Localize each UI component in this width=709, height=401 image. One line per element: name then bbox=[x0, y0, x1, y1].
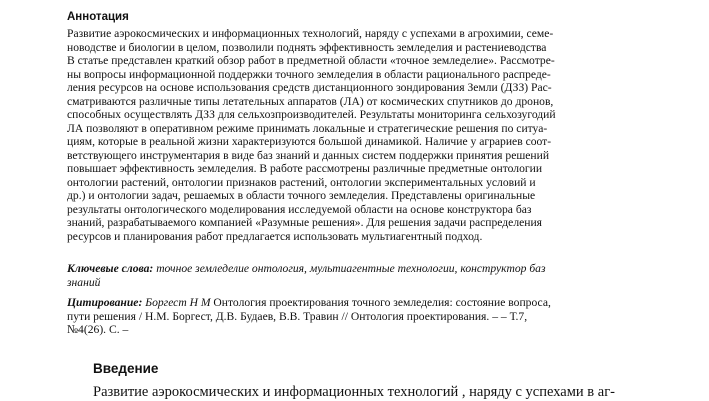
abstract-heading: Аннотация bbox=[67, 11, 129, 23]
abstract-line: Развитие аэрокосмических и информационных технологий, наряду с успехами в агрохимии, семе- bbox=[67, 27, 554, 40]
citation-line-2: пути решения / Н.М. Боргест, Д.В. Будаев, В.В. Травин // Онтология проектирования. – – Т.7, bbox=[67, 309, 528, 323]
abstract-line: В статье представлен краткий обзор работ в предметной области «точное земледелие». Рассмотре- bbox=[67, 54, 555, 67]
citation-authors: Боргест Н М bbox=[145, 296, 211, 309]
keywords-label: Ключевые слова: bbox=[67, 262, 154, 275]
citation-label: Цитирование: bbox=[67, 296, 143, 309]
abstract-line: новодстве и биологии в целом, позволили поднять эффективность земледелия и растениеводства bbox=[67, 40, 547, 54]
abstract-body bbox=[67, 27, 575, 243]
abstract-line: знаний, разрабатываемого компанией «Разумные решения». Для решения задачи распределения bbox=[67, 216, 542, 229]
citation bbox=[67, 296, 575, 337]
citation-line-1 bbox=[67, 296, 575, 310]
abstract-line: результаты онтологического моделирования исследуемой области на основе конструктора баз bbox=[67, 202, 532, 216]
abstract-line: ветствующего инструментария в виде баз знаний и данных систем поддержки принятия решений bbox=[67, 148, 550, 162]
abstract-line: повышает эффективность земледелия. В работе рассмотрены различные предметные онтологии bbox=[67, 162, 543, 175]
abstract-line: сматриваются различные типы летательных аппаратов (ЛА) от космических спутников до дронов, bbox=[67, 94, 554, 108]
abstract-line: циям, которые в реальной жизни характеризуются большой динамикой. Наличие у аграриев соот- bbox=[67, 135, 552, 148]
citation-line-3: №4(26). С. – bbox=[67, 323, 129, 336]
intro-text: Развитие аэрокосмических и информационных технологий , наряду с успехами в аг- bbox=[93, 384, 615, 400]
intro-heading: Введение bbox=[93, 361, 159, 376]
citation-title: Онтология проектирования точного земледелия: состояние вопроса, bbox=[210, 296, 551, 309]
abstract-line: ЛА позволяют в оперативном режиме принимать локальные и стратегические решения по ситуа- bbox=[67, 121, 548, 135]
abstract-line: ресурсов и планирования работ предлагается использовать мультиагентный подход. bbox=[67, 229, 483, 243]
abstract-line: ления ресурсов на основе использования средств дистанционного зондирования Земли (ДЗЗ) Рас- bbox=[67, 81, 552, 94]
abstract-line: ны вопросы информационной поддержки точного земледелия в области рационального распреде- bbox=[67, 67, 551, 81]
keywords-text: точное земледелие онтология, мультиагентные технологии, конструктор баз знаний bbox=[67, 262, 546, 289]
abstract-line: др.) и онтологии задач, решаемых в области точного земледелия. Представлены оригинальные bbox=[67, 189, 536, 202]
abstract-line: способных осуществлять ДЗЗ для сельхозпроизводителей. Результаты мониторинга сельхозугодий bbox=[67, 108, 556, 121]
keywords bbox=[67, 262, 575, 289]
abstract-line: онтологии растений, онтологии признаков растений, онтологии экспериментальных условий и bbox=[67, 175, 536, 189]
